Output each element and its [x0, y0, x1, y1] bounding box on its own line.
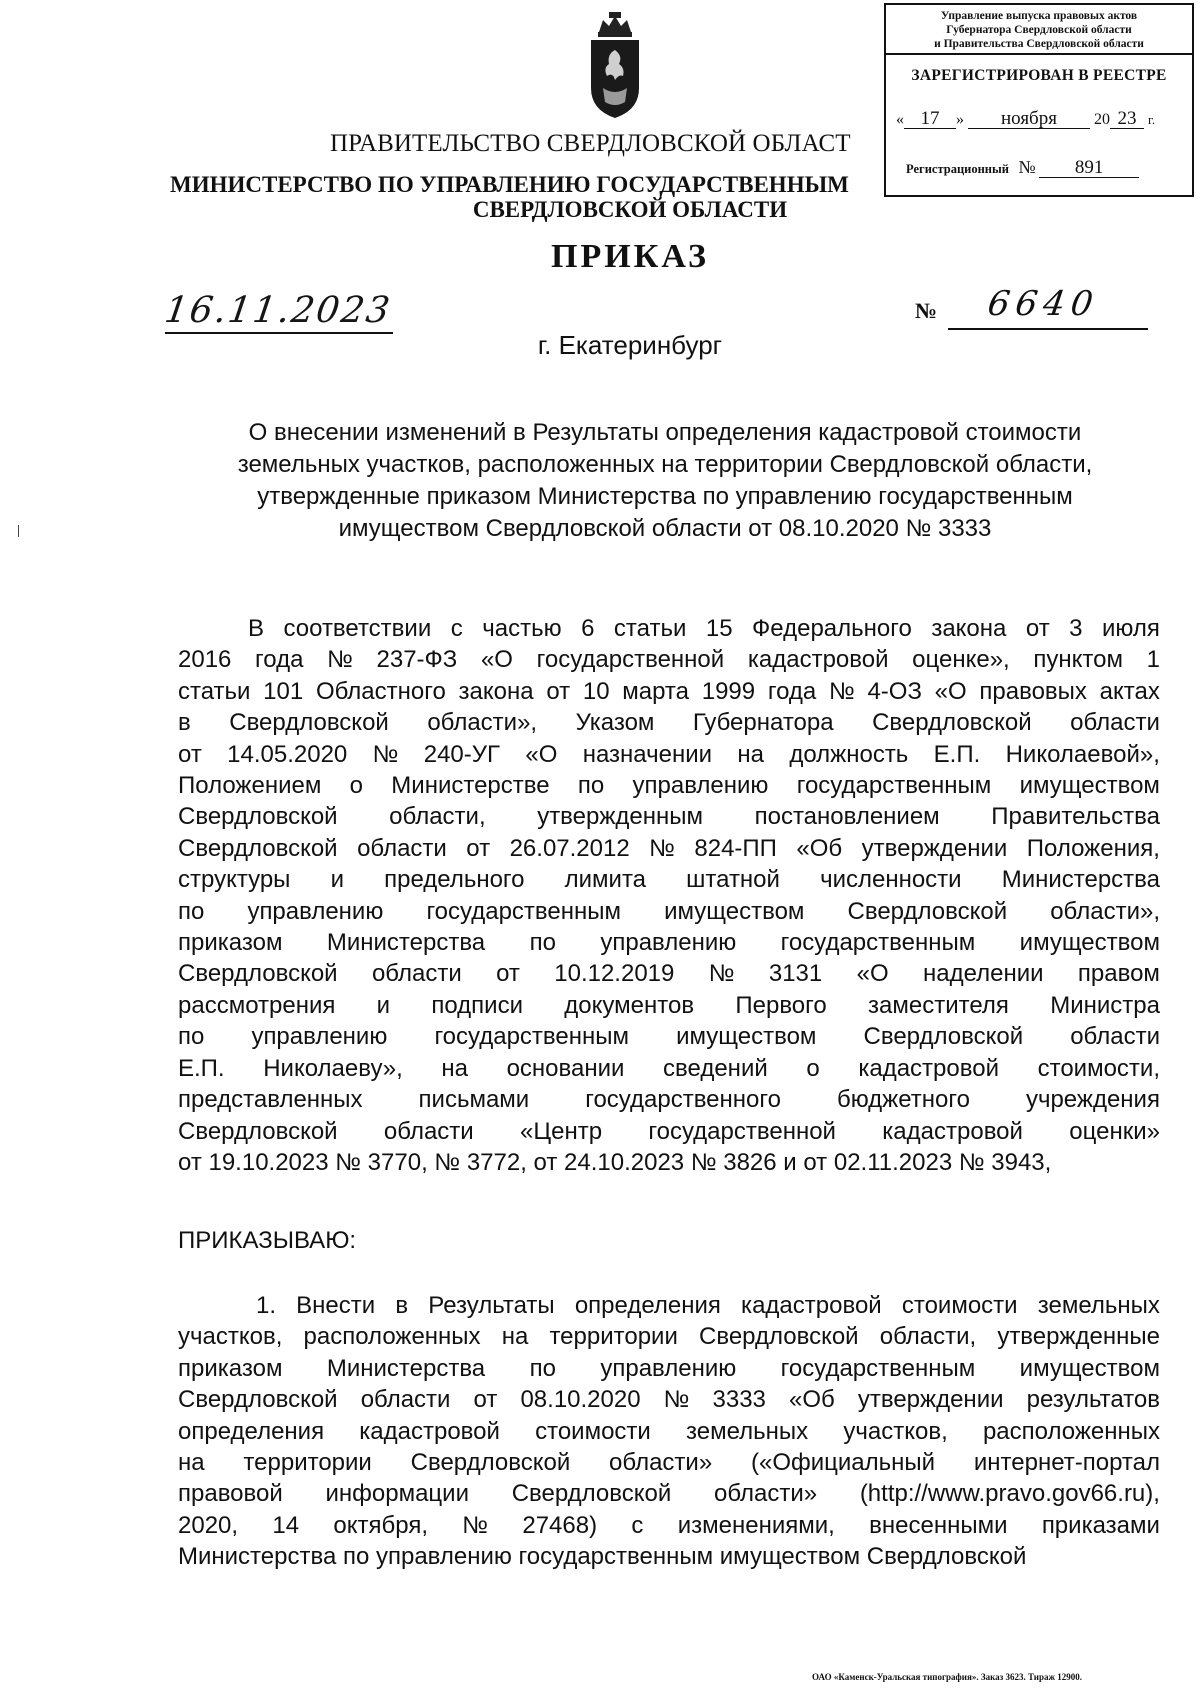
government-name: ПРАВИТЕЛЬСТВО СВЕРДЛОВСКОЙ ОБЛАСТ — [330, 130, 851, 157]
text-line: Свердловской области «Центр государственной кадастровой оценки» — [178, 1117, 1160, 1145]
stamp-header-line: Управление выпуска правовых актов — [940, 10, 1138, 22]
document-title — [190, 417, 1140, 545]
text-line: участков, расположенных на территории Свердловской области, утвержденные — [178, 1323, 1160, 1351]
stamp-reg-no-sign: № — [1018, 157, 1036, 177]
stamp-year-prefix: 20 — [1094, 111, 1110, 128]
text-line: в Свердловской области», Указом Губернатора Свердловской области — [178, 709, 1160, 737]
text-line: структуры и предельного лимита штатной численности Министерства — [178, 866, 1160, 894]
text-line: рассмотрения и подписи документов Первого заместителя Министра — [178, 991, 1160, 1019]
text-line: правовой информации Свердловской области» (http://www.pravo.gov66.ru), — [178, 1480, 1160, 1508]
handwritten-date — [162, 290, 395, 331]
stamp-open-quote: « — [896, 111, 904, 128]
text-line: от 14.05.2020 № 240-УГ «О назначении на должность Е.П. Николаевой», — [178, 740, 1160, 768]
text-line: по управлению государственным имуществом Свердловской области», — [178, 897, 1160, 925]
number-sign: № — [915, 298, 938, 323]
text-line: Положением о Министерстве по управлению государственным имуществом — [178, 772, 1160, 800]
text-line: приказом Министерства по управлению государственным имуществом — [178, 929, 1160, 957]
text-line: Министерства по управлению государственным имуществом Свердловской — [178, 1543, 1027, 1571]
margin-mark — [18, 525, 19, 537]
printer-imprint: ОАО «Каменск-Уральская типография». Заказ 3623. Тираж 12900. — [812, 1672, 1082, 1682]
text-line: 2020, 14 октября, № 27468) с изменениями, внесенными приказами — [178, 1511, 1160, 1539]
preamble-paragraph — [178, 613, 1160, 1178]
stamp-year-suffix: 23 — [1110, 109, 1144, 129]
stamp-year-abbr: г. — [1148, 112, 1156, 127]
text-line: от 19.10.2023 № 3770, № 3772, от 24.10.2023 № 3826 и от 02.11.2023 № 3943, — [178, 1148, 1052, 1176]
stamp-registration — [906, 157, 1139, 178]
stamp-month: ноября — [968, 109, 1090, 129]
text-line: 2016 года № 237-ФЗ «О государственной кадастровой оценке», пунктом 1 — [178, 646, 1160, 674]
text-line: Свердловской области от 10.12.2019 № 3131 «О наделении правом — [178, 960, 1160, 988]
stamp-title: ЗАРЕГИСТРИРОВАН В РЕЕСТРЕ — [911, 67, 1167, 84]
ministry-name-line1: МИНИСТЕРСТВО ПО УПРАВЛЕНИЮ ГОСУДАРСТВЕННЫМ — [170, 172, 849, 197]
title-line: имуществом Свердловской области от 08.10.2020 № 3333 — [338, 515, 992, 542]
text-line: Свердловской области от 08.10.2020 № 3333 «Об утверждении результатов — [178, 1386, 1160, 1414]
stamp-header-line: Губернатора Свердловской области — [946, 24, 1132, 36]
document-type: ПРИКАЗ — [551, 238, 709, 275]
text-line: приказом Министерства по управлению государственным имуществом — [178, 1354, 1160, 1382]
title-line: утвержденные приказом Министерства по управлению государственным — [257, 483, 1073, 510]
text-line: 1. Внести в Результаты определения кадастровой стоимости земельных — [256, 1292, 1160, 1319]
stamp-header-line: и Правительства Свердловской области — [934, 38, 1144, 50]
handwritten-number — [948, 284, 1148, 330]
stamp-day: 17 — [904, 109, 956, 129]
coat-of-arms-emblem — [585, 10, 645, 120]
order-word: ПРИКАЗЫВАЮ: — [178, 1227, 357, 1254]
text-line: представленных письмами государственного бюджетного учреждения — [178, 1086, 1160, 1114]
text-line: определения кадастровой стоимости земельных участков, расположенных — [178, 1417, 1160, 1445]
item-1-paragraph — [178, 1290, 1160, 1573]
registration-stamp — [884, 3, 1194, 197]
stamp-close-quote: » — [956, 111, 964, 128]
title-line: О внесении изменений в Результаты определения кадастровой стоимости — [248, 419, 1082, 446]
text-line: по управлению государственным имуществом Свердловской области — [178, 1023, 1160, 1051]
city: г. Екатеринбург — [537, 330, 723, 360]
stamp-header — [886, 5, 1192, 55]
handwritten-date-text: 16.11.2023 — [162, 290, 395, 331]
text-line: В соответствии с частью 6 статьи 15 Федерального закона от 3 июля — [248, 615, 1160, 642]
title-line: земельных участков, расположенных на территории Свердловской области, — [237, 451, 1093, 478]
text-line: на территории Свердловской области» («Официальный интернет-портал — [178, 1449, 1160, 1477]
handwritten-number-text: 6640 — [985, 284, 1102, 324]
stamp-reg-label: Регистрационный — [906, 162, 1009, 176]
stamp-reg-number: 891 — [1039, 158, 1139, 178]
text-line: статьи 101 Областного закона от 10 марта 1999 года № 4-ОЗ «О правовых актах — [178, 677, 1160, 705]
ministry-name-line2: СВЕРДЛОВСКОЙ ОБЛАСТИ — [472, 197, 788, 222]
stamp-date — [896, 109, 1184, 129]
text-line: Свердловской области, утвержденным постановлением Правительства — [178, 803, 1160, 831]
text-line: Свердловской области от 26.07.2012 № 824-ПП «Об утверждении Положения, — [178, 834, 1160, 862]
text-line: Е.П. Николаеву», на основании сведений о кадастровой стоимости, — [178, 1054, 1160, 1082]
